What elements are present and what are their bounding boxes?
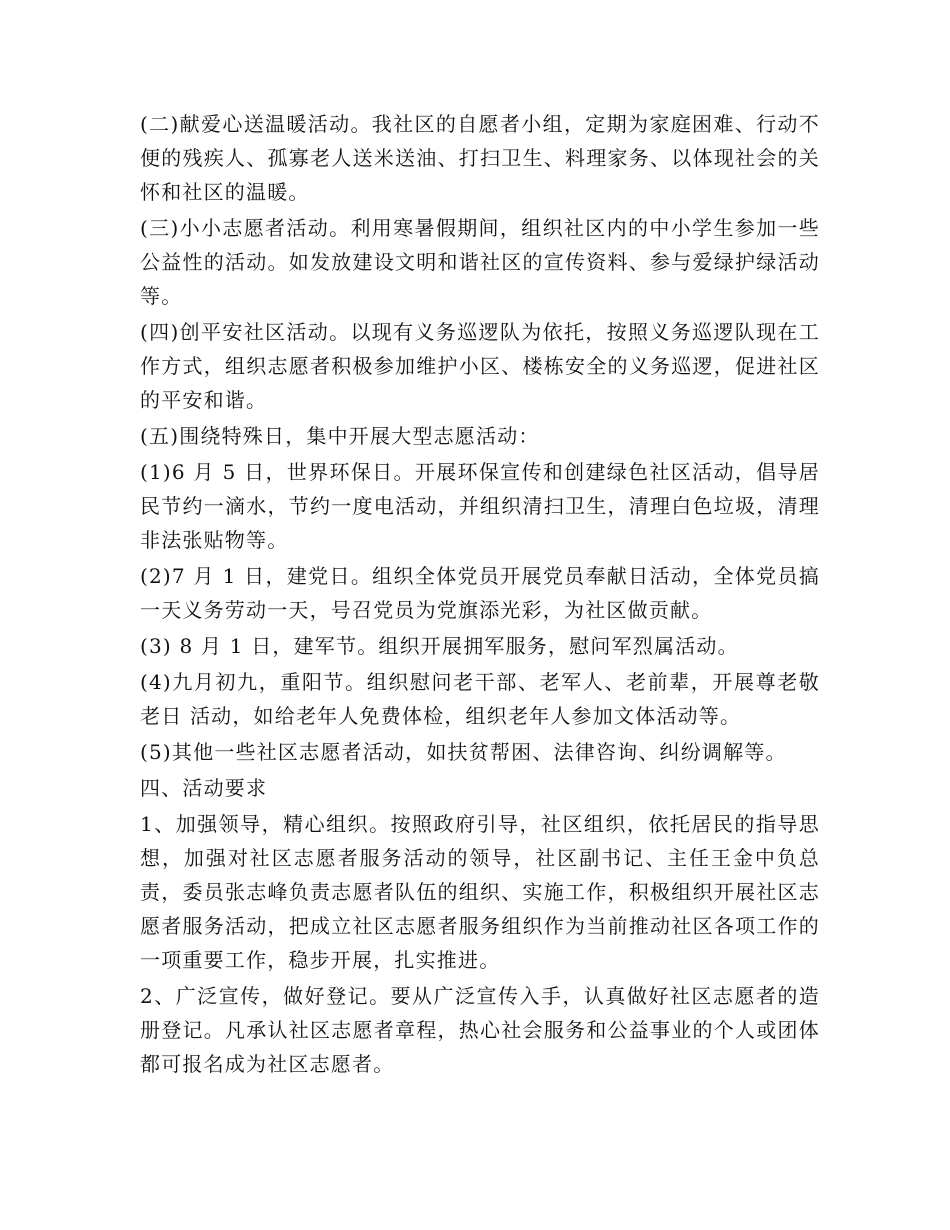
paragraph-special-day-4: (4)九月初九，重阳节。组织慰问老干部、老军人、老前辈，开展尊老敬老日 活动，如给老年人免费体检，组织老年人参加文体活动等。 bbox=[140, 670, 820, 728]
paragraph-activity-4: (四)创平安社区活动。以现有义务巡逻队为依托，按照义务巡逻队现在工作方式，组织志愿者积极参加维护小区、楼栋安全的义务巡逻，促进社区的平安和谐。 bbox=[140, 320, 820, 412]
document-body bbox=[140, 107, 820, 1081]
section-heading-requirements: 四、活动要求 bbox=[140, 776, 268, 800]
paragraph-requirement-2: 2、广泛宣传，做好登记。要从广泛宣传入手，认真做好社区志愿者的造册登记。凡承认社区志愿者章程，热心社会服务和公益事业的个人或团体都可报名成为社区志愿者。 bbox=[140, 984, 820, 1076]
paragraph-activity-5: (五)围绕特殊日，集中开展大型志愿活动： bbox=[140, 424, 540, 448]
paragraph-special-day-2: (2)7 月 1 日，建党日。组织全体党员开展党员奉献日活动，全体党员搞一天义务劳动一天，号召党员为党旗添光彩，为社区做贡献。 bbox=[140, 564, 820, 622]
paragraph-activity-3: (三)小小志愿者活动。利用寒暑假期间，组织社区内的中小学生参加一些公益性的活动。如发放建设文明和谐社区的宣传资料、参与爱绿护绿活动等。 bbox=[140, 216, 820, 308]
paragraph-activity-2: (二)献爱心送温暖活动。我社区的自愿者小组，定期为家庭困难、行动不便的残疾人、孤寡老人送米送油、打扫卫生、料理家务、以体现社会的关怀和社区的温暖。 bbox=[140, 112, 820, 204]
paragraph-requirement-1: 1、加强领导，精心组织。按照政府引导，社区组织，依托居民的指导思想，加强对社区志愿者服务活动的领导，社区副书记、主任王金中负总责，委员张志峰负责志愿者队伍的组织、实施工作，积极组织开展社区志愿者服务活动，把成立社区志愿者服务组织作为当前推动社区各项工作的一项重要工作，稳步开展，扎实推进。 bbox=[140, 812, 820, 972]
paragraph-special-day-3: (3) 8 月 1 日，建军节。组织开展拥军服务，慰问军烈属活动。 bbox=[140, 634, 739, 658]
paragraph-special-day-5: (5)其他一些社区志愿者活动，如扶贫帮困、法律咨询、纠纷调解等。 bbox=[140, 740, 787, 764]
paragraph-special-day-1: (1)6 月 5 日，世界环保日。开展环保宣传和创建绿色社区活动，倡导居民节约一滴水，节约一度电活动，并组织清扫卫生，清理白色垃圾，清理非法张贴物等。 bbox=[140, 460, 820, 552]
